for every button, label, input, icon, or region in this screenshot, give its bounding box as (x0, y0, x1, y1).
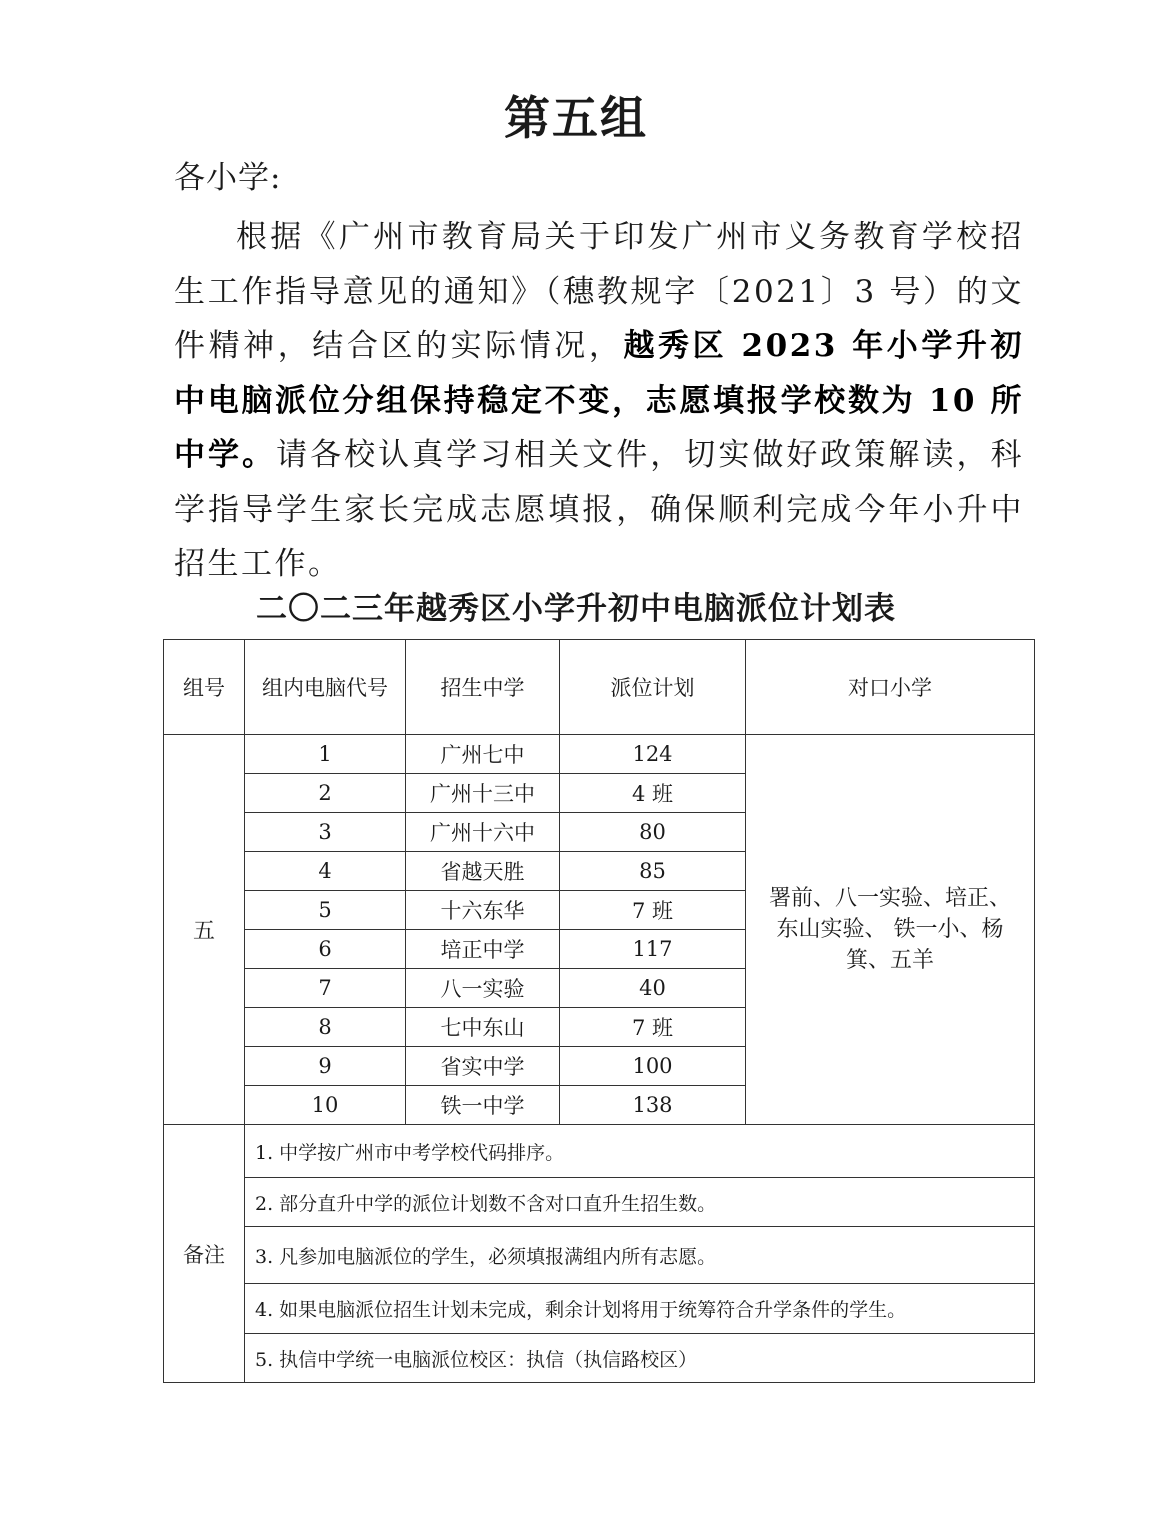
paragraph-text-1: 根据《广州市教育局关于印发广州市义务教育学校招生工作指导意见的通知》（穗教规字〔2021〕3 号）的文件精神，结合区的实际情况， (174, 219, 1024, 364)
row-school: 培正中学 (406, 930, 560, 969)
table-row (164, 735, 1035, 774)
row-school: 广州十三中 (406, 774, 560, 813)
header-school: 招生中学 (406, 640, 560, 735)
table-title: 二〇二三年越秀区小学升初中电脑派位计划表 (256, 591, 896, 627)
row-school: 十六东华 (406, 891, 560, 930)
row-school: 省越天胜 (406, 852, 560, 891)
note-row (164, 1125, 1035, 1178)
header-code: 组内电脑代号 (245, 640, 406, 735)
row-code: 7 (245, 969, 406, 1008)
group-number-cell: 五 (164, 735, 245, 1125)
row-plan: 117 (560, 930, 746, 969)
row-code: 4 (245, 852, 406, 891)
body-paragraph (174, 210, 1024, 592)
row-plan: 40 (560, 969, 746, 1008)
note-row (164, 1227, 1035, 1284)
page-title: 第五组 (504, 91, 648, 145)
row-code: 9 (245, 1047, 406, 1086)
row-school: 铁一中学 (406, 1086, 560, 1125)
row-plan: 85 (560, 852, 746, 891)
note-item: 5. 执信中学统一电脑派位校区：执信（执信路校区） (245, 1334, 1035, 1383)
note-item: 1. 中学按广州市中考学校代码排序。 (245, 1125, 1035, 1178)
row-code: 1 (245, 735, 406, 774)
row-school: 七中东山 (406, 1008, 560, 1047)
row-code: 8 (245, 1008, 406, 1047)
row-plan: 80 (560, 813, 746, 852)
salutation: 各小学: (174, 160, 282, 196)
header-feeder: 对口小学 (746, 640, 1035, 735)
note-row (164, 1334, 1035, 1383)
paragraph-bold-text: 越秀区 2023 年小学升初中电脑派位分组保持稳定不变，志愿填报学校数为 10 所中学。 (174, 328, 1024, 473)
row-plan: 7 班 (560, 891, 746, 930)
table-header-row (164, 640, 1035, 735)
feeder-schools-cell: 署前、八一实验、培正、东山实验、 铁一小、杨箕、五羊 (746, 735, 1035, 1125)
row-plan: 100 (560, 1047, 746, 1086)
notes-label-cell: 备注 (164, 1125, 245, 1383)
note-item: 4. 如果电脑派位招生计划未完成，剩余计划将用于统筹符合升学条件的学生。 (245, 1284, 1035, 1334)
row-plan: 7 班 (560, 1008, 746, 1047)
row-code: 6 (245, 930, 406, 969)
paragraph-text-2: 请各校认真学习相关文件，切实做好政策解读，科学指导学生家长完成志愿填报，确保顺利完成今年小升中招生工作。 (174, 437, 1024, 582)
row-code: 5 (245, 891, 406, 930)
row-code: 3 (245, 813, 406, 852)
note-row (164, 1178, 1035, 1227)
row-school: 广州七中 (406, 735, 560, 774)
row-school: 广州十六中 (406, 813, 560, 852)
row-school: 省实中学 (406, 1047, 560, 1086)
note-row (164, 1284, 1035, 1334)
row-school: 八一实验 (406, 969, 560, 1008)
row-code: 2 (245, 774, 406, 813)
allocation-plan-table (163, 639, 1035, 1383)
header-plan: 派位计划 (560, 640, 746, 735)
row-plan: 124 (560, 735, 746, 774)
header-group: 组号 (164, 640, 245, 735)
row-code: 10 (245, 1086, 406, 1125)
row-plan: 138 (560, 1086, 746, 1125)
row-plan: 4 班 (560, 774, 746, 813)
note-item: 3. 凡参加电脑派位的学生，必须填报满组内所有志愿。 (245, 1227, 1035, 1284)
note-item: 2. 部分直升中学的派位计划数不含对口直升生招生数。 (245, 1178, 1035, 1227)
